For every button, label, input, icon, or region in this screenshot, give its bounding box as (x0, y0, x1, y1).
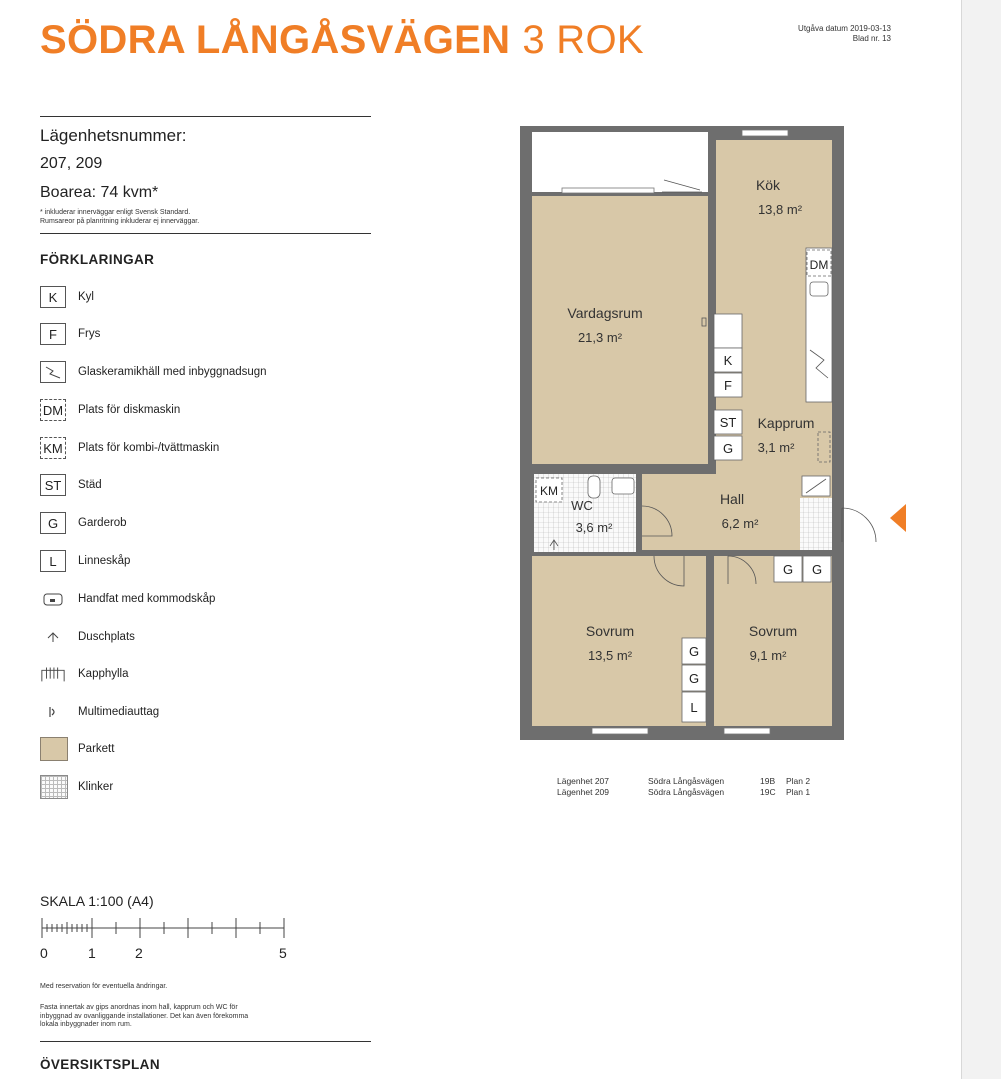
caption-number: 19B (760, 776, 776, 786)
legend-label: Plats för diskmaskin (78, 404, 181, 416)
scale-label-2: 2 (135, 945, 143, 961)
area-footnote (40, 209, 380, 226)
living-area: Boarea: 74 kvm* (40, 184, 159, 201)
page-title (40, 18, 644, 63)
fridge-label: K (723, 353, 733, 368)
note-line: lokala inbyggnader inom rum. (40, 1021, 132, 1028)
window (724, 728, 770, 734)
footnote-line: * inkluderar innerväggar enligt Svensk Standard. (40, 209, 191, 216)
wardrobe-label: G (811, 562, 823, 577)
balcony-window (562, 188, 654, 193)
cooktop-icon (40, 361, 66, 383)
divider (40, 233, 371, 234)
caption-number: 19C (760, 787, 776, 797)
balcony (532, 132, 708, 192)
room-name-vardagsrum: Vardagsrum (567, 305, 643, 321)
legend-item-freezer (40, 322, 100, 346)
caption-apartment: Lägenhet 207 (557, 776, 609, 786)
room-area-hall: 6,2 m² (721, 516, 759, 531)
cleaning-closet-label: ST (719, 415, 737, 430)
wardrobe-label: G (688, 644, 700, 659)
sheet-number: Blad nr. 13 (852, 34, 891, 43)
legend-label: Kapphylla (78, 668, 129, 680)
legend-label: Klinker (78, 781, 114, 793)
scale-label-5: 5 (279, 945, 287, 961)
legend-label: Duschplats (78, 631, 135, 643)
viewer-margin (961, 0, 1001, 1079)
washer-label: KM (540, 484, 558, 498)
room-area-sovrum-2: 9,1 m² (749, 648, 787, 663)
legend-item-coat-rack (40, 662, 129, 686)
note-line: Fasta innertak av gips anordnas inom hall, kapprum och WC för (40, 1004, 238, 1011)
caption-apartment: Lägenhet 209 (557, 787, 609, 797)
washer-symbol: KM (40, 437, 66, 459)
room-sovrum-1 (532, 556, 706, 726)
linen-closet-label: L (690, 700, 698, 715)
legend-item-sink (40, 587, 215, 611)
room-area-vardagsrum: 21,3 m² (577, 330, 623, 345)
wardrobe-label: G (688, 671, 700, 686)
dishwasher-label: DM (809, 258, 829, 272)
room-name-sovrum-1: Sovrum (585, 623, 635, 639)
freezer-label: F (724, 378, 732, 393)
legend-label: Garderob (78, 517, 127, 529)
legend-label: Glaskeramikhäll med inbyggnadsugn (78, 366, 267, 378)
wardrobe-label: G (722, 441, 734, 456)
floor-plan-caption (557, 776, 857, 800)
legend-label: Linneskåp (78, 555, 131, 567)
sink-icon (40, 588, 66, 610)
apartment-numbers: 207, 209 (40, 155, 103, 172)
fridge-symbol: K (40, 286, 66, 308)
floor-plan (518, 122, 910, 746)
entrance-door (842, 508, 876, 542)
room-area-sovrum-1: 13,5 m² (587, 648, 633, 663)
room-area-wc: 3,6 m² (575, 520, 613, 535)
room-area-kok: 13,8 m² (757, 202, 803, 217)
linen-closet-symbol: L (40, 550, 66, 572)
room-area-kapprum: 3,1 m² (757, 440, 795, 455)
note-line: inbyggnad av ovanliggande installationer. Det kan även förekomma (40, 1012, 249, 1020)
wardrobe-label: G (782, 562, 794, 577)
divider (40, 116, 371, 117)
legend-item-multimedia (40, 700, 159, 724)
legend-title: FÖRKLARINGAR (40, 252, 155, 267)
legend-item-fridge (40, 285, 94, 309)
document-meta (798, 24, 891, 44)
legend-label: Handfat med kommodskåp (78, 593, 216, 605)
cabinet (714, 314, 742, 348)
room-count: 3 ROK (522, 18, 644, 62)
caption-floor: Plan 1 (786, 787, 811, 797)
room-hall (642, 474, 800, 550)
legend-item-cleaning (40, 473, 102, 497)
caption-street: Södra Långåsvägen (648, 787, 725, 797)
wc-sink (612, 478, 634, 494)
apartment-number-label: Lägenhetsnummer: (40, 126, 187, 145)
legend-label: Kyl (78, 291, 94, 303)
legend-label: Parkett (78, 743, 115, 755)
scale-label-1: 1 (88, 945, 96, 961)
shower-icon (40, 626, 66, 648)
wardrobe-symbol: G (40, 512, 66, 534)
legend-item-linen (40, 549, 130, 573)
scale-bar (38, 912, 298, 966)
room-name-wc: WC (571, 498, 593, 513)
legend-item-dishwasher (40, 398, 180, 422)
divider (40, 1041, 371, 1042)
legend-item-cooktop (40, 360, 267, 384)
scale-label-0: 0 (40, 945, 48, 961)
room-name-sovrum-2: Sovrum (748, 623, 798, 639)
coat-rack-icon (40, 663, 66, 685)
window (592, 728, 648, 734)
street-name: SÖDRA LÅNGÅSVÄGEN (40, 18, 511, 62)
entrance-marker (890, 504, 906, 532)
entrance-tiles (800, 498, 832, 550)
legend-label: Städ (78, 479, 102, 491)
legend-item-tile (40, 775, 113, 799)
legend-label: Multimediauttag (78, 706, 160, 718)
footnote-line: Rumsareor på planritning inkluderar ej innerväggar. (40, 217, 200, 225)
legend-label: Plats för kombi-/tvättmaskin (78, 442, 220, 454)
freezer-symbol: F (40, 323, 66, 345)
legend-item-shower (40, 625, 135, 649)
caption-street: Södra Långåsvägen (648, 776, 725, 786)
legend-label: Frys (78, 328, 101, 340)
legend-item-wardrobe (40, 511, 127, 535)
legend-item-washer (40, 436, 219, 460)
tile-swatch (40, 775, 68, 799)
room-name-kok: Kök (755, 177, 781, 193)
overview-title: ÖVERSIKTSPLAN (40, 1057, 160, 1072)
dishwasher-symbol: DM (40, 399, 66, 421)
room-name-hall: Hall (719, 491, 745, 507)
issue-date: Utgåva datum 2019-03-13 (798, 24, 891, 33)
room-name-kapprum: Kapprum (757, 415, 815, 431)
cleaning-closet-symbol: ST (40, 474, 66, 496)
ceiling-note (40, 1004, 360, 1030)
toilet (588, 476, 600, 498)
multimedia-outlet-icon (40, 701, 66, 723)
scale-title: SKALA 1:100 (A4) (40, 893, 154, 909)
reservation-note: Med reservation för eventuella ändringar. (40, 983, 168, 990)
window (742, 130, 788, 136)
parquet-swatch (40, 737, 68, 761)
caption-floor: Plan 2 (786, 776, 811, 786)
legend-item-parquet (40, 737, 114, 761)
